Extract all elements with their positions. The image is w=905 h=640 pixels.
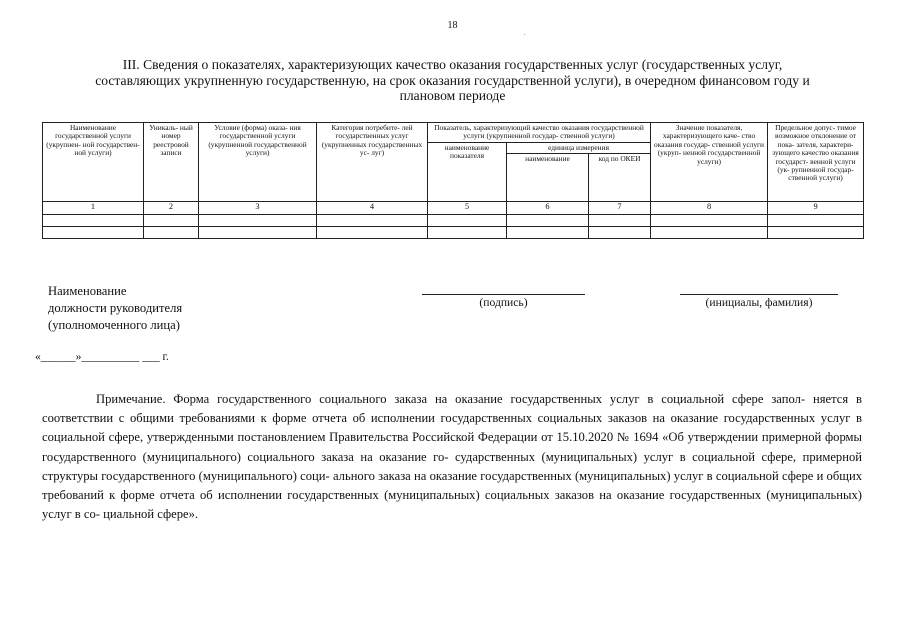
table-cell [589,215,651,227]
signature-line [422,294,585,295]
date-line: «______»__________ ___ г. [35,350,169,363]
table-cell [43,215,144,227]
table-cell [768,215,864,227]
header-condition: Условие (форма) оказа- ния государственной услуги (укрупненной государственной услуги) [199,123,317,202]
table-header-row [43,123,864,143]
column-number: 1 [43,202,144,215]
table-cell [199,215,317,227]
column-number: 2 [144,202,199,215]
column-number: 5 [428,202,507,215]
column-number: 9 [768,202,864,215]
header-indicator-value: Значение показателя, характеризующего каче- ство оказания государ- ственной услуги (укруп- ненной государственной услуги) [651,123,768,202]
header-unit: единица измерения [507,142,651,153]
column-number: 3 [199,202,317,215]
section-title: III. Сведения о показателях, характеризующих качество оказания государственных услуг (государственных услуг, составляющих укрупненную государственную, на срок оказания государственной услуги), в очередном финансовом году и плановом периоде [95,57,810,103]
initials-label: (инициалы, фамилия) [705,296,813,309]
signature-label: (подпись) [479,296,528,309]
table-cell [144,215,199,227]
header-consumer-category: Категория потребите- лей государственных услуг (укрупненных государственных ус- луг) [317,123,428,202]
table-cell [199,227,317,239]
table-cell [507,215,589,227]
indicators-table [42,122,864,239]
table-cell [589,227,651,239]
column-number: 4 [317,202,428,215]
page-number: 18 [447,20,458,31]
table-cell [144,227,199,239]
table-cell [651,215,768,227]
page-mark: . [524,31,526,37]
table-cell [43,227,144,239]
table-row [43,227,864,239]
initials-line [680,294,838,295]
header-deviation: Предельное допус- тимое возможное отклонение от пока- зателя, характери- зующего качество оказания государст- венной услуги (ук- рупненной государ- ственной услуги) [768,123,864,202]
table-cell [651,227,768,239]
column-number-row [43,202,864,215]
head-label-line: Наименование [48,284,127,298]
table-cell [428,227,507,239]
header-unit-code: код по ОКЕИ [589,154,651,202]
note-paragraph: Примечание. Форма государственного социального заказа на оказание государственных услуг в социальной сфере запол- няется в соответствии с общими требованиями к форме отчета об исполнении государственных социальных заказов на оказание государственных услуг в социальной сфере, утвержденными постановлением Правительства Российской Федерации от 15.10.2020 № 1694 «Об утверждении примерной формы государственного (муниципального) социального заказа на оказание го- сударственных (муниципальных) услуг в социальной сфере, примерной структуры государственного (муниципального) соци- ального заказа на оказание государственных (муниципальных) услуг в социальной сфере и общих требований к форме отчета об исполнении государственных (муниципальных) социальных заказов на оказание государственных (муниципальных) услуг в со- циальной сфере». [42,392,862,522]
table-cell [317,215,428,227]
header-indicator-name: наименование показателя [428,142,507,201]
column-number: 6 [507,202,589,215]
table-cell [428,215,507,227]
column-number: 8 [651,202,768,215]
table-cell [507,227,589,239]
header-indicator: Показатель, характеризующий качество оказания государственной услуги (укрупненной государ- ственной услуги) [428,123,651,143]
head-label-line: (уполномоченного лица) [48,318,180,332]
head-label-line: должности руководителя [48,301,183,315]
head-position-label [48,283,182,334]
header-registry-number: Уникаль- ный номер реестровой записи [144,123,199,202]
table-row [43,215,864,227]
table-cell [317,227,428,239]
header-unit-name: наименование [507,154,589,202]
table-cell [768,227,864,239]
column-number: 7 [589,202,651,215]
header-service-name: Наименование государственной услуги (укрупнен- ной государствен- ной услуги) [43,123,144,202]
